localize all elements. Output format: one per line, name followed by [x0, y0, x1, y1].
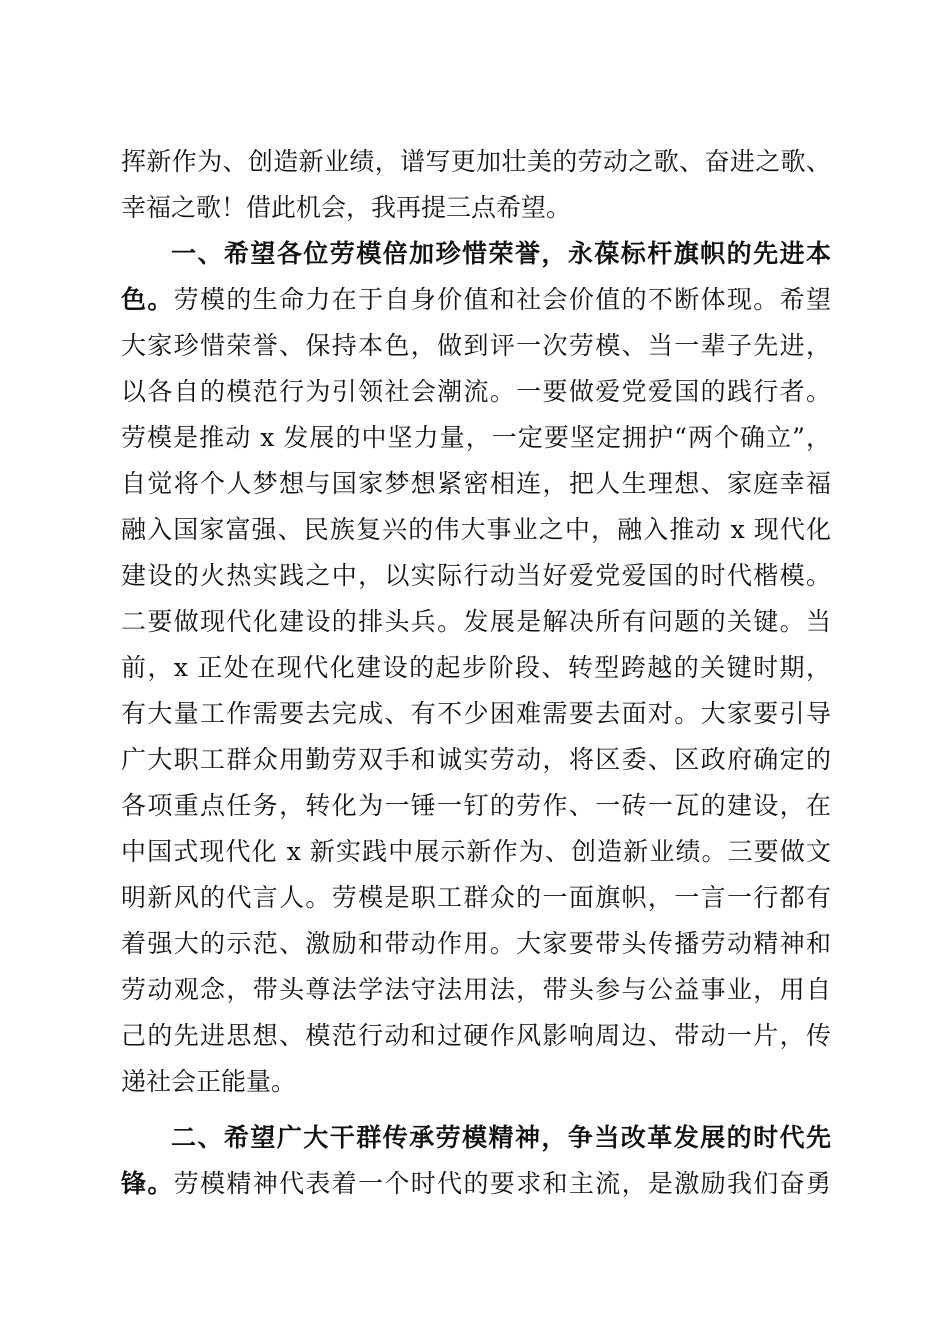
section-one-body-line: 大家珍惜荣誉、保持本色，做到评一次劳模、当一辈子先进，	[121, 331, 831, 360]
section-one-body-line: 着强大的示范、激励和带动作用。大家要带头传播劳动精神和	[121, 929, 831, 958]
section-one-body-line: 融入国家富强、民族复兴的伟大事业之中，融入推动 x 现代化	[121, 515, 831, 544]
section-one-body-line: 广大职工群众用勤劳双手和诚实劳动，将区委、区政府确定的	[121, 745, 831, 774]
section-one-line-2	[121, 278, 831, 322]
section-one-body-line: 明新风的代言人。劳模是职工群众的一面旗帜，一言一行都有	[121, 883, 831, 912]
intro-line-1: 挥新作为、创造新业绩，谱写更加壮美的劳动之歌、奋进之歌、	[121, 147, 831, 176]
section-one-body-line: 有大量工作需要去完成、有不少困难需要去面对。大家要引导	[121, 699, 831, 728]
section-one-body-line: 二要做现代化建设的排头兵。发展是解决所有问题的关键。当	[121, 607, 831, 636]
section-one-body-line: 以各自的模范行为引领社会潮流。一要做爱党爱国的践行者。	[121, 377, 831, 406]
intro-line-2: 幸福之歌！借此机会，我再提三点希望。	[121, 193, 572, 222]
section-one-body-line: 各项重点任务，转化为一锤一钉的劳作、一砖一瓦的建设，在	[121, 791, 831, 820]
section-one-body-line: 己的先进思想、模范行动和过硬作风影响周边、带动一片，传	[121, 1021, 831, 1050]
section-one-heading: 一、希望各位劳模倍加珍惜荣誉，永葆标杆旗帜的先进本	[171, 239, 831, 268]
section-one-body-line: 递社会正能量。	[121, 1067, 297, 1096]
section-two-heading: 二、希望广大干群传承劳模精神，争当改革发展的时代先	[171, 1123, 831, 1152]
section-one-body-line: 劳动观念，带头尊法学法守法用法，带头参与公益事业，用自	[121, 975, 831, 1004]
section-two-line-2-text: 劳模精神代表着一个时代的要求和主流，是激励我们奋勇	[173, 1169, 831, 1198]
section-one-body-line: 劳模是推动 x 发展的中坚力量，一定要坚定拥护“两个确立”，	[121, 423, 831, 452]
section-one-body-line: 前，x 正处在现代化建设的起步阶段、转型跨越的关键时期，	[121, 653, 831, 682]
section-one-line-2-text: 劳模的生命力在于自身价值和社会价值的不断体现。希望	[173, 285, 831, 314]
section-one-body-line: 中国式现代化 x 新实践中展示新作为、创造新业绩。三要做文	[121, 837, 831, 866]
section-one-heading-end: 色。	[121, 285, 174, 314]
section-two-heading-end: 锋。	[121, 1169, 174, 1198]
section-one-body-line: 建设的火热实践之中，以实际行动当好爱党爱国的时代楷模。	[121, 561, 831, 590]
section-two-line-2	[121, 1162, 831, 1206]
section-one-body-line: 自觉将个人梦想与国家梦想紧密相连，把人生理想、家庭幸福	[121, 469, 831, 498]
